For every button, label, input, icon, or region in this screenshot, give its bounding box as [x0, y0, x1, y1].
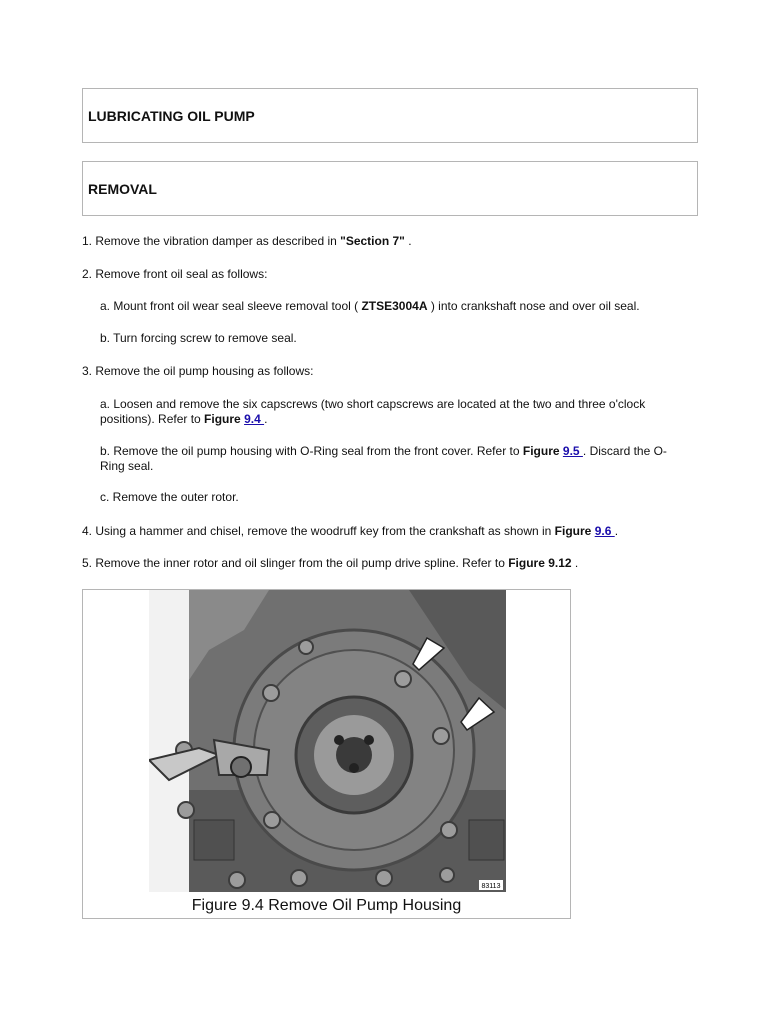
photo-stamp: 83113 — [481, 883, 501, 890]
step-5-text: 5. Remove the inner rotor and oil slinger from the oil pump drive spline. Refer to — [82, 556, 509, 570]
subsection-title: REMOVAL — [88, 181, 157, 197]
section-heading-box — [82, 88, 698, 143]
step-4 — [82, 524, 618, 539]
oil-pump-housing-photo — [149, 590, 506, 892]
step-4-figure-label: Figure — [554, 524, 592, 538]
figure-box — [82, 589, 571, 919]
figure-9-6-link[interactable]: 9.6 — [594, 524, 615, 538]
section-title: LUBRICATING OIL PUMP — [88, 108, 255, 124]
step-3b-line2: Ring seal. — [100, 459, 154, 473]
step-2b: b. Turn forcing screw to remove seal. — [100, 331, 297, 345]
step-1 — [82, 234, 412, 249]
step-3b-end: . Discard the O- — [582, 444, 667, 458]
step-3a-end: . — [264, 412, 268, 426]
figure-9-5-link[interactable]: 9.5 — [562, 444, 583, 458]
figure-caption: Figure 9.4 Remove Oil Pump Housing — [191, 897, 462, 914]
subsection-heading-box — [82, 161, 698, 216]
step-5-end: . — [571, 556, 579, 570]
step-3b-line1 — [100, 444, 700, 459]
step-2: 2. Remove front oil seal as follows: — [82, 267, 268, 281]
step-3b-line1-text: b. Remove the oil pump housing with O-Ring seal from the front cover. Refer to — [100, 444, 523, 458]
step-2a — [100, 299, 640, 314]
step-2a-tool: ZTSE3004A — [361, 299, 428, 313]
figure-photo — [149, 590, 506, 892]
step-3c: c. Remove the outer rotor. — [100, 490, 239, 504]
step-1-end: . — [404, 234, 412, 248]
step-1-ref: "Section 7" — [340, 234, 405, 248]
step-2a-text: a. Mount front oil wear seal sleeve removal tool ( — [100, 299, 362, 313]
step-3a-figure-label: Figure — [204, 412, 241, 426]
step-1-text: 1. Remove the vibration damper as described in — [82, 234, 341, 248]
step-3b — [100, 444, 700, 474]
step-3b-figure-label: Figure — [522, 444, 560, 458]
step-3a — [100, 397, 700, 427]
step-5 — [82, 556, 578, 571]
step-3: 3. Remove the oil pump housing as follows: — [82, 364, 314, 378]
step-3a-line2 — [100, 412, 700, 427]
step-3a-line1: a. Loosen and remove the six capscrews (two short capscrews are located at the two and three o'clock — [100, 397, 646, 411]
step-5-figure-ref: Figure 9.12 — [508, 556, 572, 570]
step-4-text: 4. Using a hammer and chisel, remove the woodruff key from the crankshaft as shown in — [82, 524, 555, 538]
figure-9-4-link[interactable]: 9.4 — [244, 412, 265, 426]
step-4-end: . — [614, 524, 619, 538]
step-2a-end: ) into crankshaft nose and over oil seal. — [427, 299, 640, 313]
step-3a-line2-text: positions). Refer to — [100, 412, 205, 426]
